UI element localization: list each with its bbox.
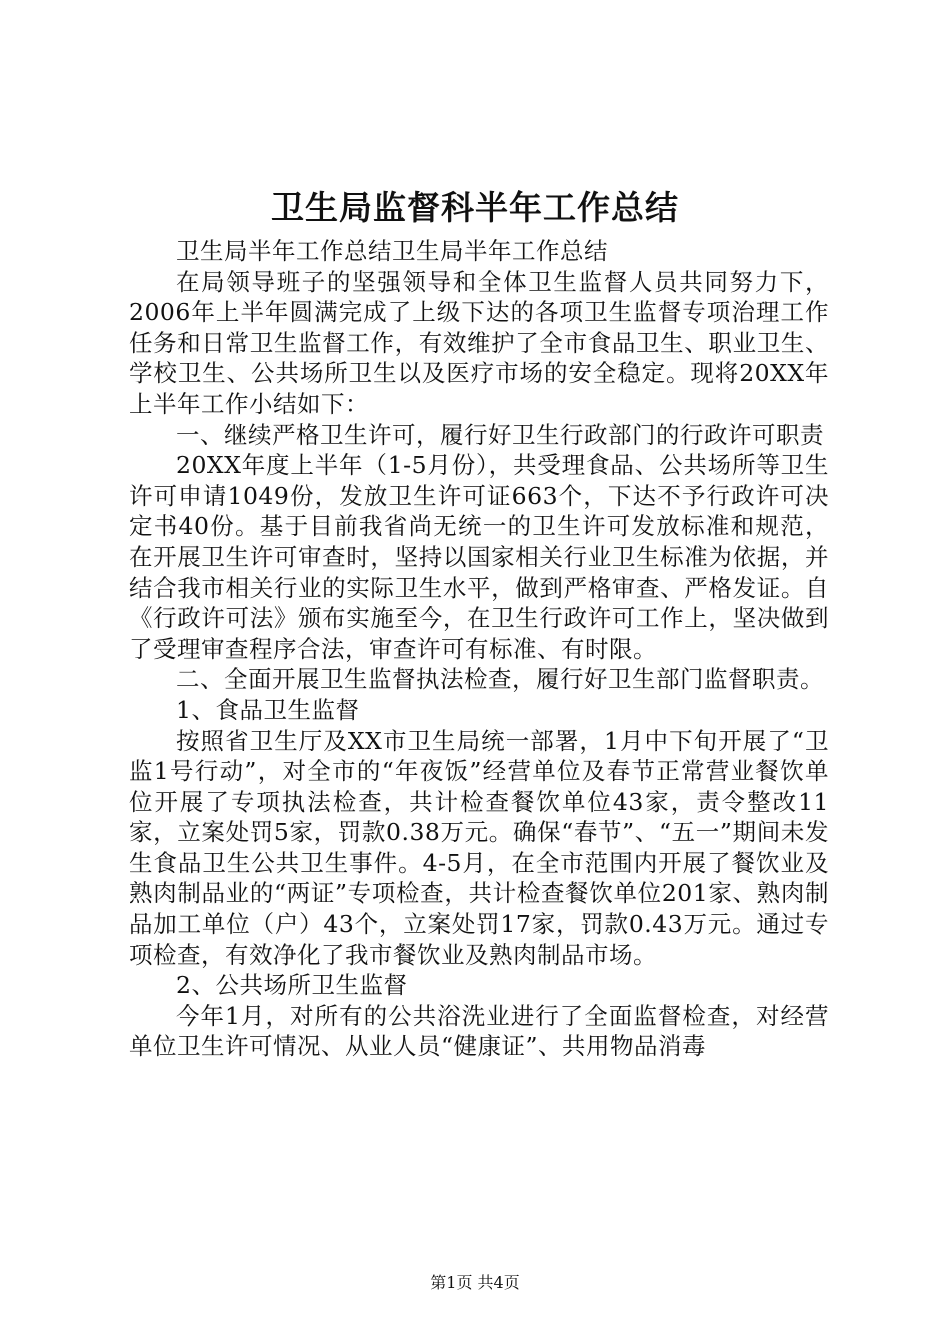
document-title: 卫生局监督科半年工作总结	[271, 188, 679, 227]
subsection-heading-food: 1、食品卫生监督	[176, 695, 360, 724]
page-footer: 第1页 共4页	[430, 1273, 520, 1292]
paragraph-permits: 20XX年度上半年（1-5月份），共受理食品、公共场所等卫生许可申请1049份，发放卫生许可证663个，下达不予行政许可决定书40份。基于目前我省尚无统一的卫生许可发放标准和规范，在开展卫生许可审查时，坚持以国家相关行业卫生标准为依据，并结合我市相关行业的实际卫生水平，做到严格审查、严格发证。自《行政许可法》颁布实施至今，在卫生行政许可工作上，坚决做到了受理审查程序合法，审查许可有标准、有时限。	[129, 451, 829, 663]
paragraph-subtitle: 卫生局半年工作总结卫生局半年工作总结	[176, 237, 608, 265]
section-heading-1: 一、继续严格卫生许可，履行好卫生行政部门的行政许可职责	[176, 420, 824, 449]
paragraph-public: 今年1月，对所有的公共浴洗业进行了全面监督检查，对经营单位卫生许可情况、从业人员“健康证”、共用物品消毒	[129, 1001, 829, 1061]
paragraph-food: 按照省卫生厅及XX市卫生局统一部署，1月中下旬开展了“卫监1号行动”，对全市的“年夜饭”经营单位及春节正常营业餐饮单位开展了专项执法检查，共计检查餐饮单位43家，责令整改11家，立案处罚5家，罚款0.38万元。确保“春节”、“五一”期间未发生食品卫生公共卫生事件。4-5月，在全市范围内开展了餐饮业及熟肉制品业的“两证”专项检查，共计检查餐饮单位201家、熟肉制品加工单位（户）43个，立案处罚17家，罚款0.43万元。通过专项检查，有效净化了我市餐饮业及熟肉制品市场。	[129, 726, 829, 969]
section-heading-2: 二、全面开展卫生监督执法检查，履行好卫生部门监督职责。	[176, 665, 824, 694]
paragraph-intro: 在局领导班子的坚强领导和全体卫生监督人员共同努力下，2006年上半年圆满完成了上级下达的各项卫生监督专项治理工作任务和日常卫生监督工作，有效维护了全市食品卫生、职业卫生、学校卫生、公共场所卫生以及医疗市场的安全稳定。现将20XX年上半年工作小结如下：	[129, 267, 829, 418]
document-body	[129, 236, 829, 1062]
subsection-heading-public: 2、公共场所卫生监督	[176, 971, 408, 1000]
